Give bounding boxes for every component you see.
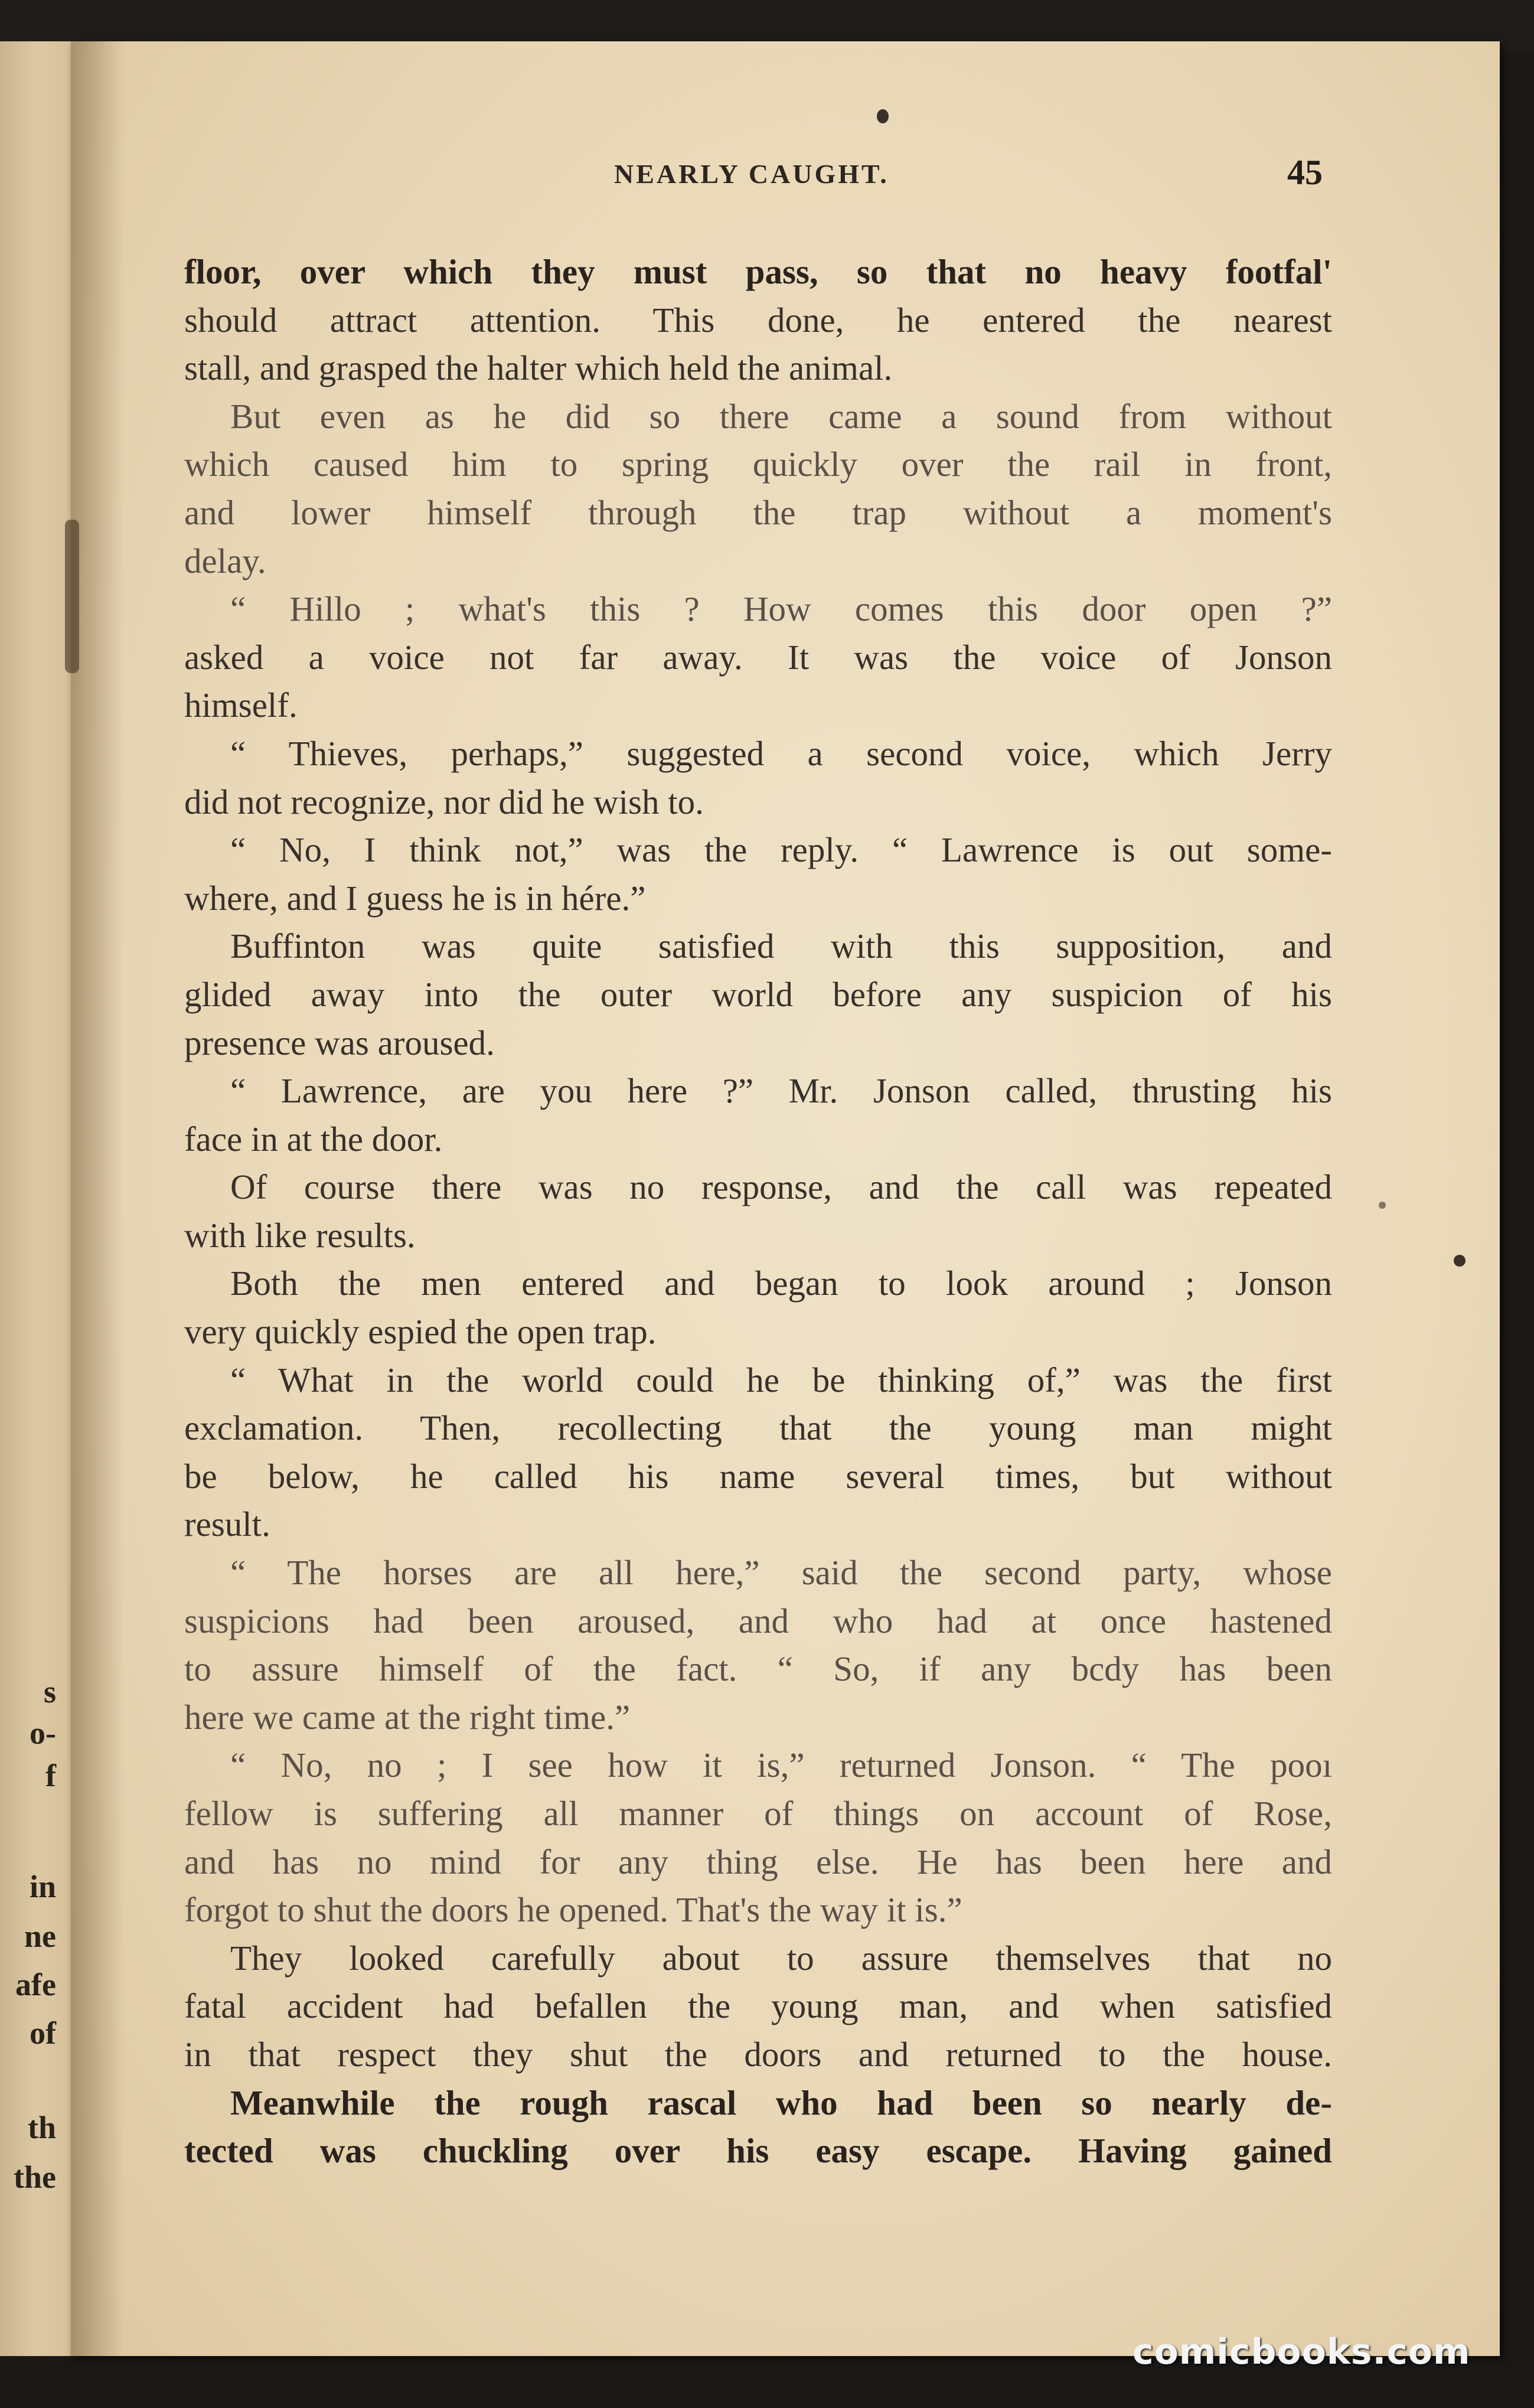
text-line: and lower himself through the trap without a moment's [184, 492, 1332, 532]
text-line: “ No, I think not,” was the reply. “ Lawrence is out some- [230, 830, 1332, 870]
text-line: in that respect they shut the doors and returned to the house. [184, 2034, 1332, 2074]
ink-speck [1454, 1255, 1466, 1267]
text-line: did not recognize, nor did he wish to. [184, 782, 704, 821]
text-line: tected was chuckling over his easy escape. Having gained [184, 2131, 1332, 2171]
margin-fragment: f [45, 1758, 56, 1793]
text-line: suspicions had been aroused, and who had at once hastened [184, 1601, 1332, 1640]
text-line: very quickly espied the open trap. [184, 1312, 657, 1352]
margin-fragment: s [43, 1674, 56, 1709]
text-line: and has no mind for any thing else. He has been here and [184, 1842, 1332, 1881]
margin-fragment: of [30, 2015, 56, 2051]
running-head: NEARLY CAUGHT. [614, 159, 889, 189]
text-line: Meanwhile the rough rascal who had been so nearly de- [230, 2083, 1332, 2122]
binding-tear [65, 520, 79, 673]
text-line: “ What in the world could he be thinking of,” was the first [230, 1360, 1332, 1399]
text-line: Both the men entered and began to look around ; Jonson [230, 1264, 1332, 1303]
text-line: presence was aroused. [184, 1023, 495, 1062]
margin-fragment: ne [24, 1918, 56, 1954]
text-line: “ Lawrence, are you here ?” Mr. Jonson called, thrusting his [230, 1071, 1332, 1111]
site-watermark: comicbooks.com [1132, 2331, 1471, 2373]
ink-speck [1379, 1202, 1386, 1209]
text-line: to assure himself of the fact. “ So, if any bcdy has been [184, 1649, 1332, 1689]
text-line: should attract attention. This done, he entered the nearest [184, 300, 1332, 340]
text-line: result. [184, 1505, 270, 1544]
text-line: “ No, no ; I see how it is,” returned Jonson. “ The pooı [230, 1745, 1332, 1785]
text-line: himself. [184, 686, 298, 725]
margin-fragment: o- [30, 1715, 56, 1751]
text-line: floor, over which they must pass, so that no heavy footfal' [184, 252, 1332, 291]
text-line: But even as he did so there came a sound from without [230, 396, 1332, 436]
text-line: be below, he called his name several times, but without [184, 1456, 1332, 1496]
text-line: stall, and grasped the halter which held the animal. [184, 348, 893, 388]
margin-fragment: in [29, 1869, 56, 1904]
text-line: fellow is suffering all manner of things on account of Rose, [184, 1794, 1332, 1833]
text-line: delay. [184, 541, 266, 580]
text-line: fatal accident had befallen the young man, and when satisfied [184, 1986, 1332, 2026]
text-line: asked a voice not far away. It was the voice of Jonson [184, 637, 1332, 677]
page-gutter-shadow [71, 41, 124, 2356]
margin-fragment: afe [15, 1967, 56, 2002]
page-number: 45 [1287, 153, 1323, 192]
text-line: where, and I guess he is in hére.” [184, 878, 646, 918]
text-line: glided away into the outer world before any suspicion of his [184, 974, 1332, 1014]
text-line: exclamation. Then, recollecting that the young man might [184, 1408, 1332, 1448]
text-line: Of course there was no response, and the call was repeated [230, 1167, 1332, 1207]
body-text [184, 248, 1332, 2175]
text-line: “ Hillo ; what's this ? How comes this door open ?” [230, 589, 1332, 629]
text-line: with like results. [184, 1215, 416, 1255]
margin-fragment: th [27, 2110, 56, 2145]
text-line: Buffinton was quite satisfied with this supposition, and [230, 926, 1332, 966]
margin-fragment: the [14, 2159, 56, 2195]
ink-speck [877, 109, 889, 123]
text-line: here we came at the right time.” [184, 1697, 631, 1737]
text-line: “ Thieves, perhaps,” suggested a second voice, which Jerry [230, 733, 1332, 773]
text-line: face in at the door. [184, 1119, 443, 1159]
text-line: forgot to shut the doors he opened. That's the way it is.” [184, 1890, 962, 1930]
text-line: which caused him to spring quickly over the rail in front, [184, 445, 1332, 484]
text-line: “ The horses are all here,” said the second party, whose [230, 1553, 1332, 1593]
text-line: They looked carefully about to assure themselves that no [230, 1938, 1332, 1978]
